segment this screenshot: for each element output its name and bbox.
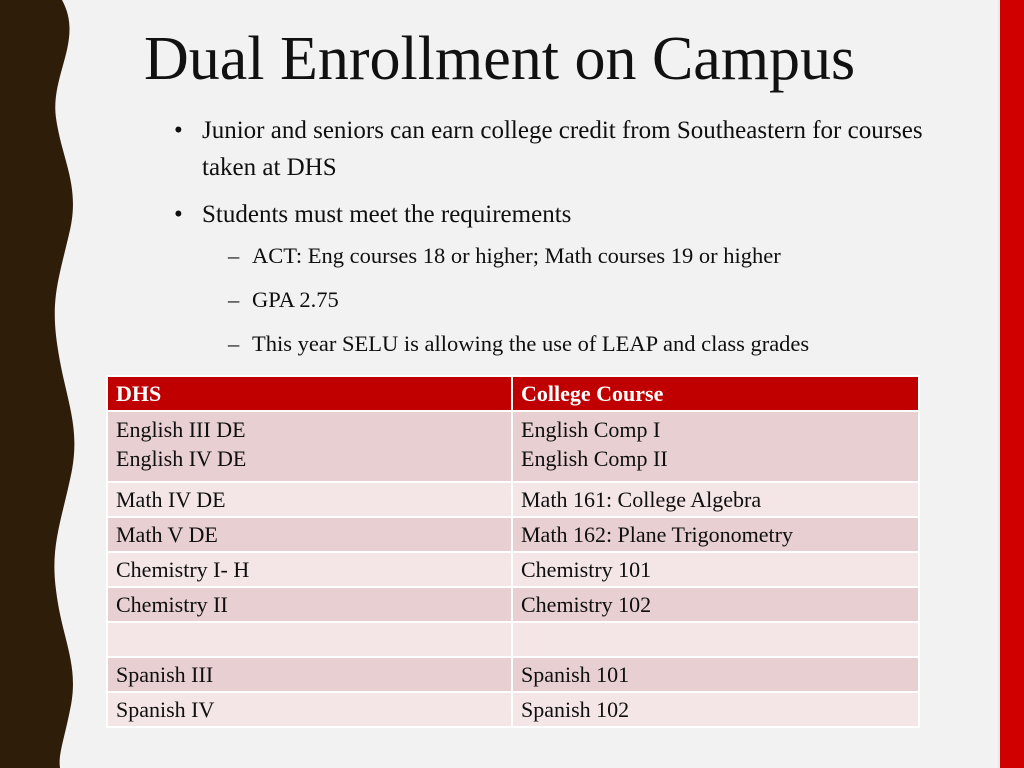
- table-row-empty: [107, 622, 919, 657]
- college-cell: [512, 411, 919, 482]
- header-college-course: College Course: [512, 376, 919, 411]
- table-row: [107, 411, 919, 482]
- bullet-text: Junior and seniors can earn college credit from Southeastern for courses taken at DHS: [202, 117, 923, 181]
- bullet-item: [170, 196, 930, 359]
- college-course: English Comp I: [521, 417, 661, 442]
- table-row: [107, 482, 919, 517]
- dhs-cell: [107, 411, 512, 482]
- header-dhs: DHS: [107, 376, 512, 411]
- college-cell: Chemistry 101: [512, 552, 919, 587]
- college-cell: Math 161: College Algebra: [512, 482, 919, 517]
- bullet-item: [170, 112, 930, 186]
- sub-bullet-list: [202, 241, 930, 359]
- table-row: [107, 587, 919, 622]
- table-row: [107, 657, 919, 692]
- dhs-cell: Spanish IV: [107, 692, 512, 727]
- dhs-cell: Chemistry II: [107, 587, 512, 622]
- dhs-cell: Math IV DE: [107, 482, 512, 517]
- dhs-cell: Spanish III: [107, 657, 512, 692]
- dhs-cell: Math V DE: [107, 517, 512, 552]
- sub-bullet-item: – GPA 2.75: [202, 285, 930, 315]
- bullet-list: [170, 112, 930, 373]
- dhs-cell: [107, 622, 512, 657]
- college-course: English Comp II: [521, 446, 668, 471]
- table-row: [107, 517, 919, 552]
- dhs-cell: Chemistry I- H: [107, 552, 512, 587]
- accent-stripe: [1000, 0, 1024, 768]
- bullet-text: Students must meet the requirements: [202, 201, 572, 228]
- college-cell: Math 162: Plane Trigonometry: [512, 517, 919, 552]
- table-row: [107, 692, 919, 727]
- table-header-row: [107, 376, 919, 411]
- college-cell: [512, 622, 919, 657]
- sub-bullet-item: – This year SELU is allowing the use of LEAP and class grades: [202, 329, 930, 359]
- wave-shape: [0, 0, 74, 768]
- slide-title: Dual Enrollment on Campus: [144, 25, 856, 93]
- sub-bullet-item: – ACT: Eng courses 18 or higher; Math courses 19 or higher: [202, 241, 930, 271]
- table-row: [107, 552, 919, 587]
- college-cell: Spanish 102: [512, 692, 919, 727]
- decorative-wave-border: [0, 0, 80, 768]
- course-equivalency-table: [106, 375, 920, 728]
- college-cell: Chemistry 102: [512, 587, 919, 622]
- dhs-course: English IV DE: [116, 446, 247, 471]
- college-cell: Spanish 101: [512, 657, 919, 692]
- dhs-course: English III DE: [116, 417, 246, 442]
